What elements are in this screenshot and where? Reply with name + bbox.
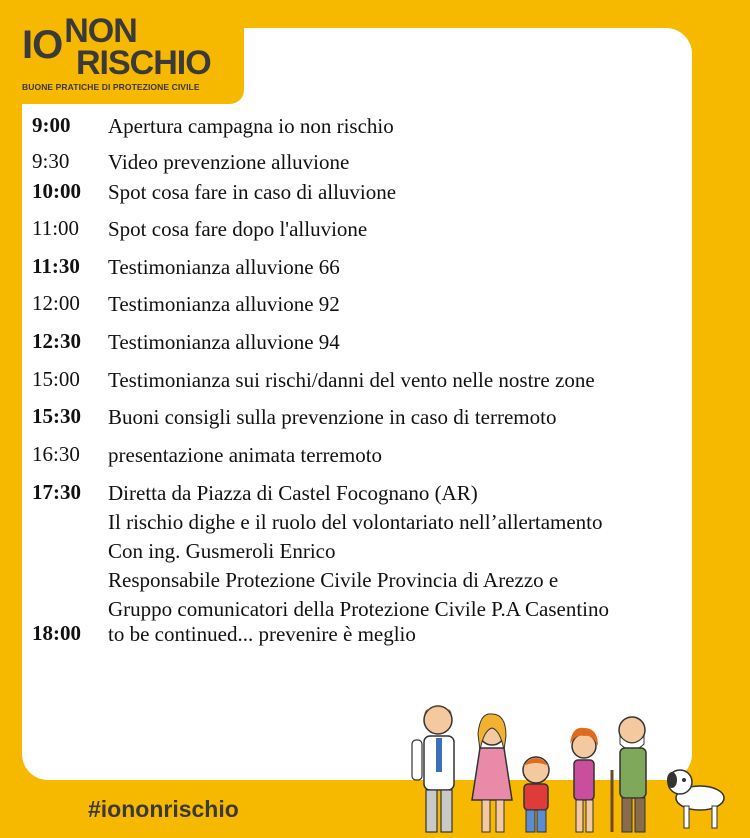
schedule-time: 17:30 bbox=[32, 480, 81, 504]
schedule-time: 15:00 bbox=[32, 367, 80, 391]
schedule-description-line: Testimonianza alluvione 94 bbox=[108, 330, 340, 354]
schedule-description bbox=[108, 112, 394, 141]
schedule-description bbox=[108, 328, 340, 357]
schedule-description-line: Apertura campagna io non rischio bbox=[108, 114, 394, 138]
woman-figure-icon bbox=[472, 714, 512, 832]
man-figure-icon bbox=[412, 706, 454, 832]
girl-figure-icon bbox=[570, 728, 598, 832]
schedule-description bbox=[108, 366, 595, 395]
schedule-description-line: to be continued... prevenire è meglio bbox=[108, 622, 416, 646]
schedule-time: 18:00 bbox=[32, 621, 81, 645]
schedule-description-line: Spot cosa fare in caso di alluvione bbox=[108, 180, 397, 204]
schedule-time: 9:30 bbox=[32, 149, 70, 173]
schedule-description-line: Spot cosa fare dopo l'alluvione bbox=[108, 217, 368, 241]
schedule-description bbox=[108, 403, 556, 432]
schedule-description bbox=[108, 290, 340, 319]
logo-subtitle: BUONE PRATICHE DI PROTEZIONE CIVILE bbox=[22, 82, 200, 92]
schedule-description-line: Testimonianza alluvione 66 bbox=[108, 255, 340, 279]
schedule-time: 9:00 bbox=[32, 113, 71, 137]
schedule-time: 15:30 bbox=[32, 404, 81, 428]
schedule-description-line: Video prevenzione alluvione bbox=[108, 150, 350, 174]
dog-figure-icon bbox=[667, 770, 724, 828]
schedule-description-line: Gruppo comunicatori della Protezione Civile P.A Casentino bbox=[108, 597, 609, 621]
schedule-time: 11:00 bbox=[32, 216, 80, 240]
logo-io: IO bbox=[22, 23, 63, 67]
schedule-description bbox=[108, 441, 382, 470]
grandpa-figure-icon bbox=[612, 717, 646, 832]
family-illustration-icon bbox=[400, 700, 740, 838]
boy-figure-icon bbox=[523, 757, 549, 832]
schedule-description-line: Con ing. Gusmeroli Enrico bbox=[108, 539, 336, 563]
schedule-time: 12:30 bbox=[32, 329, 81, 353]
schedule-description bbox=[108, 148, 349, 177]
schedule-description-line: Diretta da Piazza di Castel Focognano (AR) bbox=[108, 481, 478, 505]
schedule-description-line: Il rischio dighe e il ruolo del volontariato nell’allertamento bbox=[108, 510, 603, 534]
schedule-description-line: Buoni consigli sulla prevenzione in caso di terremoto bbox=[108, 405, 557, 429]
io-non-rischio-logo bbox=[22, 12, 232, 94]
schedule-description bbox=[108, 620, 416, 649]
schedule-description bbox=[108, 253, 340, 282]
schedule-description bbox=[108, 215, 367, 244]
schedule-description-line: Testimonianza alluvione 92 bbox=[108, 292, 340, 316]
schedule-description-line: presentazione animata terremoto bbox=[108, 443, 383, 467]
schedule-time: 10:00 bbox=[32, 179, 81, 203]
logo-rischio: RISCHIO bbox=[76, 44, 211, 82]
hashtag: #iononrischio bbox=[88, 796, 239, 822]
logo-box bbox=[0, 0, 244, 104]
logo-non: NON bbox=[64, 12, 137, 50]
schedule-time: 16:30 bbox=[32, 442, 80, 466]
schedule-description-line: Responsabile Protezione Civile Provincia di Arezzo e bbox=[108, 568, 559, 592]
schedule-description bbox=[108, 479, 609, 624]
schedule-time: 11:30 bbox=[32, 254, 80, 278]
schedule-description bbox=[108, 178, 396, 207]
schedule-time: 12:00 bbox=[32, 291, 80, 315]
schedule-description-line: Testimonianza sui rischi/danni del vento nelle nostre zone bbox=[108, 368, 595, 392]
